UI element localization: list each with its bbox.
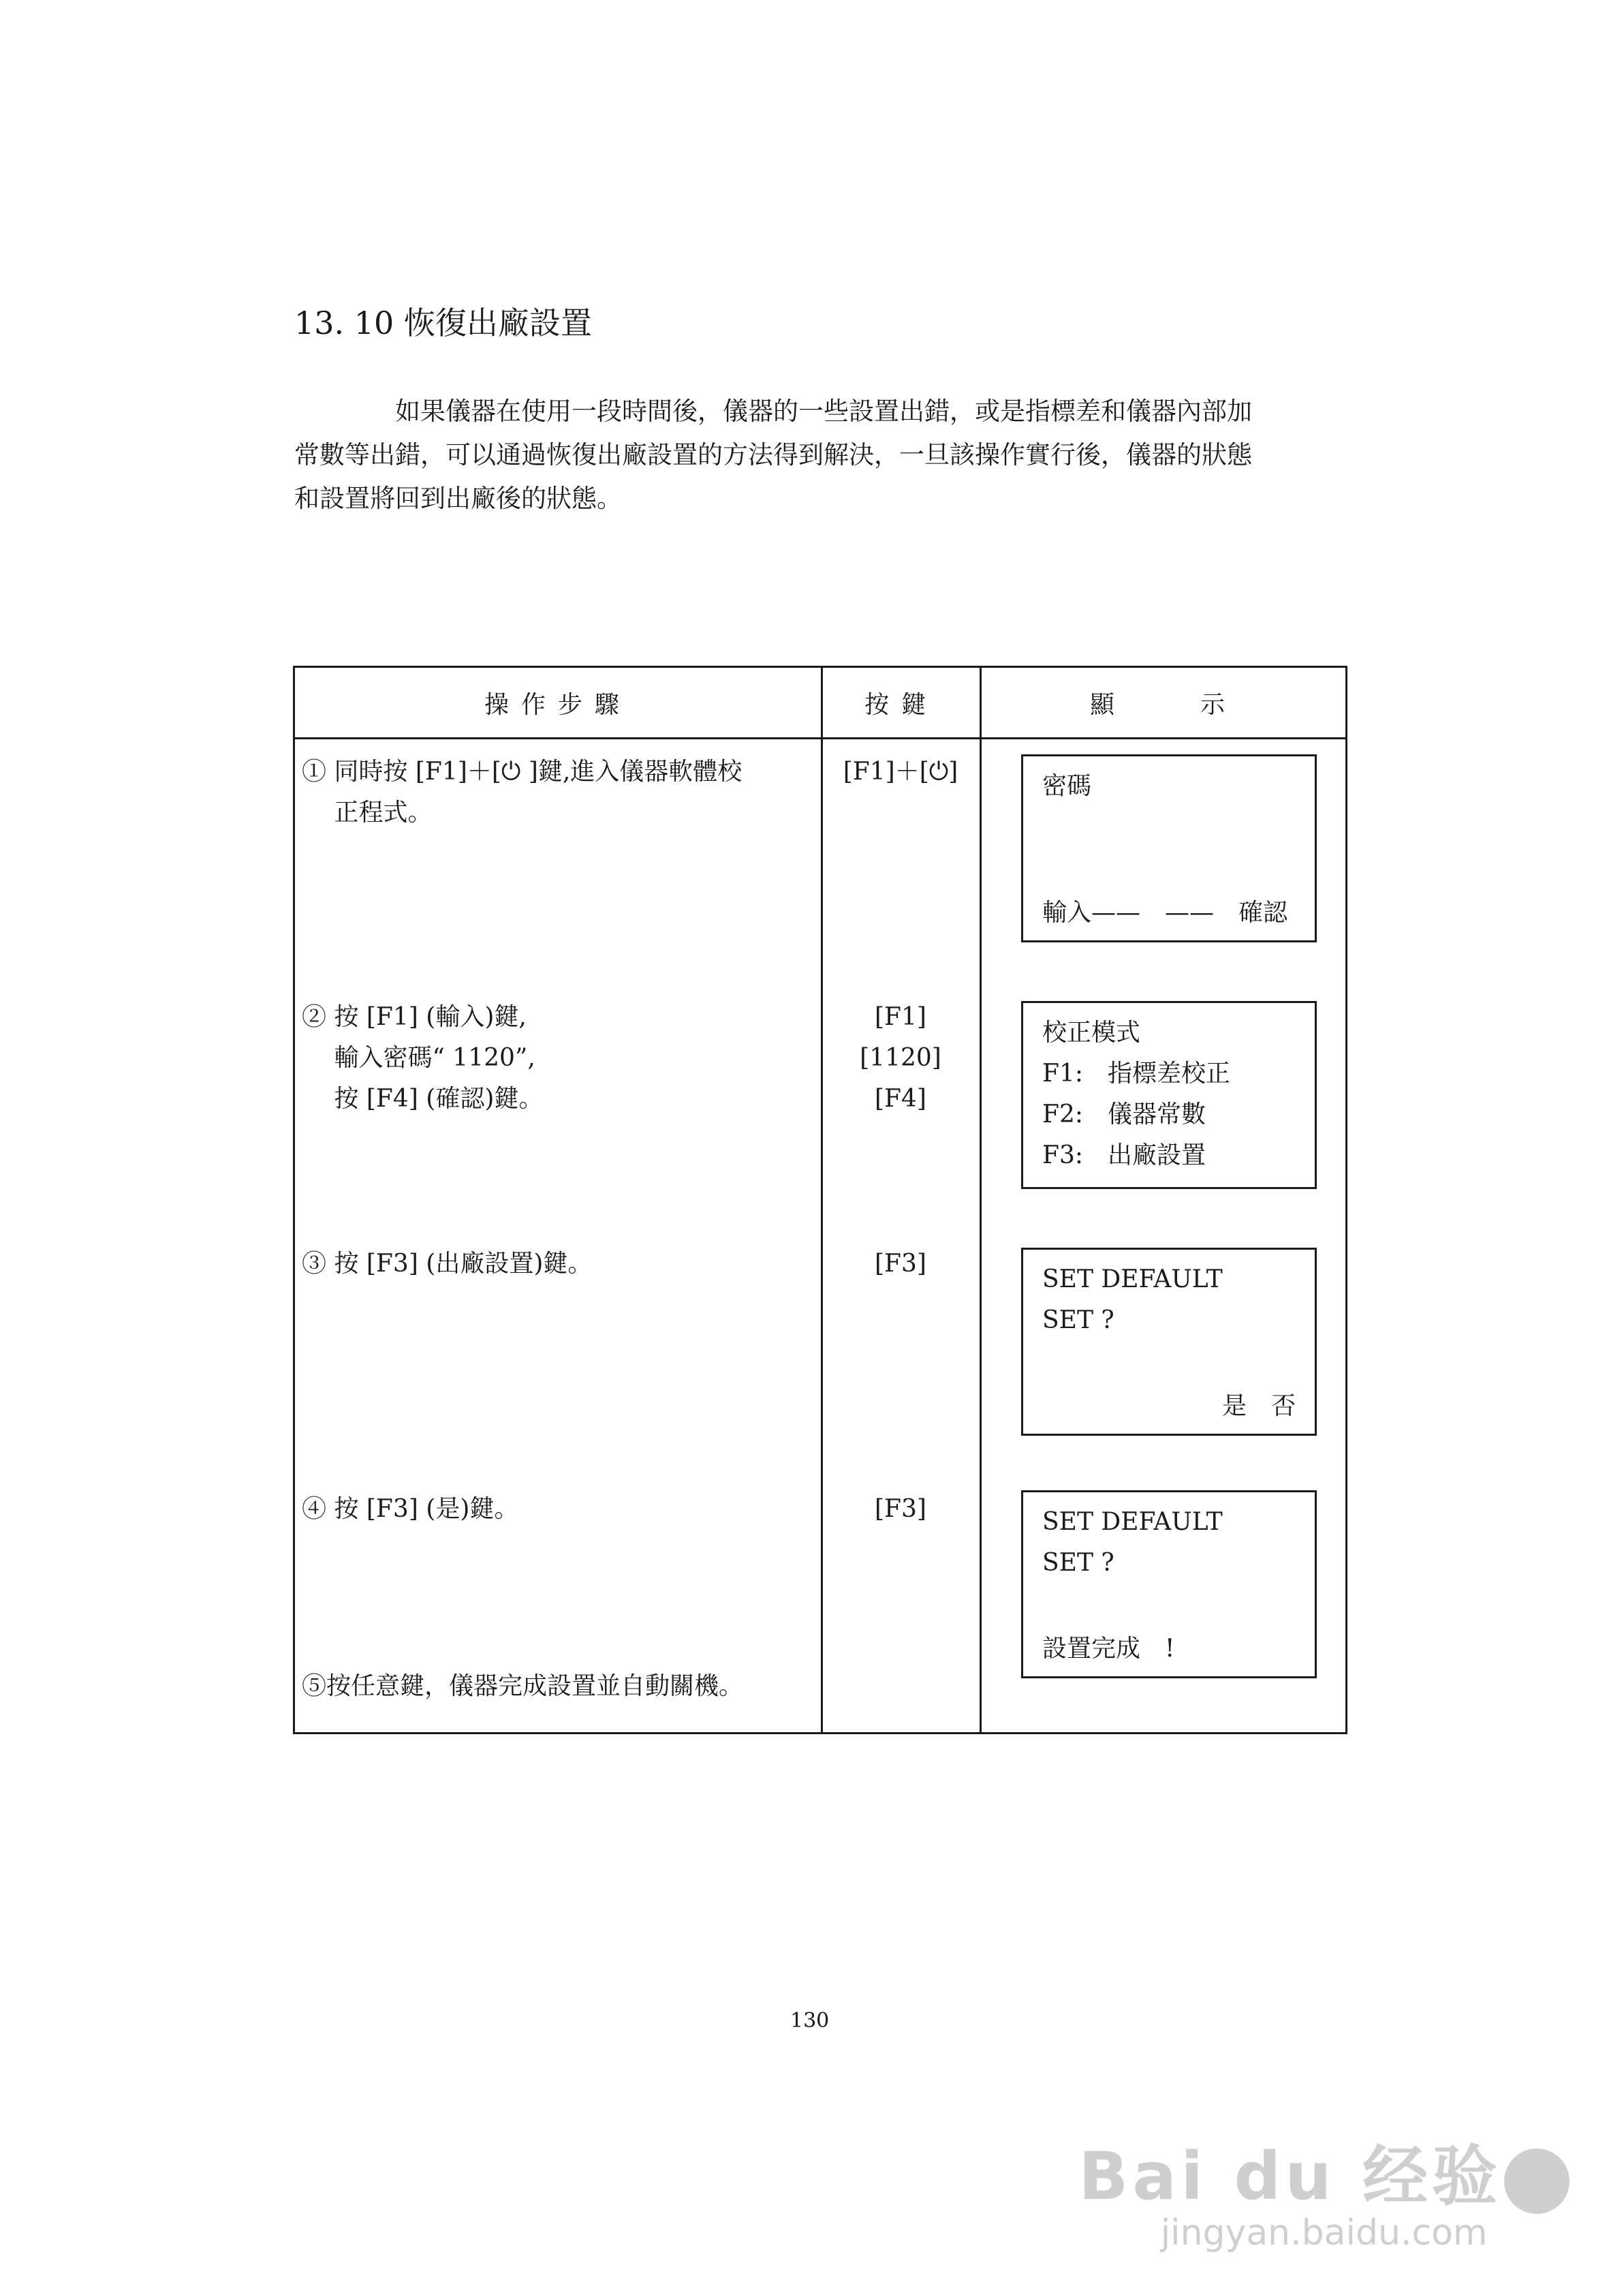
keys-column [822, 739, 981, 1734]
step-5 [302, 1666, 806, 1707]
key-label: [1120] [860, 1044, 941, 1072]
steps-column [294, 739, 822, 1734]
screen-line: 校正模式 [1042, 1019, 1141, 1047]
step-line: 輸入密碼“ 1120”, [302, 1044, 535, 1072]
watermark [1078, 2125, 1570, 2253]
intro-paragraph [294, 390, 1357, 521]
step-2 [302, 997, 806, 1120]
operation-table [293, 666, 1347, 1734]
page-number: 130 [790, 2009, 830, 2033]
header-display: 顯 示 [981, 667, 1347, 739]
key-label: [F3] [875, 1495, 926, 1523]
screen-softkeys: 輸入—— —— 確認 [1042, 899, 1288, 927]
screen-line: SET DEFAULT [1042, 1265, 1223, 1293]
keys-step-2 [823, 997, 978, 1120]
step-line: ④ 按 [F3] (是)鍵。 [302, 1495, 519, 1523]
step-4 [302, 1489, 806, 1530]
step-line: ② 按 [F1] (輸入)鍵, [302, 1003, 527, 1031]
display-screen-3 [1021, 1248, 1317, 1436]
paw-icon [1504, 2148, 1570, 2214]
section-heading: 13. 10 恢復出廠設置 [294, 305, 592, 341]
keys-step-4 [823, 1489, 978, 1530]
watermark-url: jingyan.baidu.com [1160, 2213, 1488, 2253]
keys-step-1 [823, 752, 978, 792]
display-screen-1 [1021, 754, 1317, 942]
key-label: [F3] [875, 1250, 926, 1278]
keys-step-3 [823, 1244, 978, 1284]
step-line: ⑤按任意鍵，儀器完成設置並自動關機。 [302, 1672, 744, 1700]
watermark-brand [1078, 2125, 1570, 2218]
step-3 [302, 1244, 806, 1284]
header-operation-steps: 操作步驟 [294, 667, 822, 739]
screen-line: 密碼 [1042, 772, 1092, 800]
step-1 [302, 752, 806, 833]
screen-line: SET ? [1042, 1549, 1114, 1577]
paragraph-line: 和設置將回到出廠後的狀態。 [294, 484, 622, 513]
screen-line: SET ? [1042, 1306, 1114, 1334]
paragraph-line: 常數等出錯，可以通過恢復出廠設置的方法得到解決，一旦該操作實行後，儀器的狀態 [294, 440, 1252, 469]
step-line: ① 同時按 [F1]＋[⏻ ]鍵,進入儀器軟體校 [302, 758, 743, 786]
screen-line: F2: 儀器常數 [1042, 1100, 1206, 1128]
display-column [981, 739, 1347, 1734]
screen-softkeys: 是 否 [1221, 1392, 1296, 1420]
step-line: 按 [F4] (確認)鍵。 [302, 1085, 544, 1113]
screen-line: SET DEFAULT [1042, 1508, 1223, 1536]
step-line: ③ 按 [F3] (出廠設置)鍵。 [302, 1250, 593, 1278]
screen-line: F1: 指標差校正 [1042, 1060, 1231, 1088]
key-label: [F1] [875, 1003, 926, 1031]
key-label: [F1]＋[⏻] [843, 758, 958, 786]
key-label: [F4] [875, 1085, 926, 1113]
step-line: 正程式。 [302, 799, 433, 827]
display-screen-4 [1021, 1490, 1317, 1678]
watermark-brand-text: Bai du 经验 [1078, 2138, 1501, 2215]
header-keys: 按鍵 [822, 667, 981, 739]
screen-message: 設置完成 ! [1042, 1635, 1175, 1663]
screen-line: F3: 出廠設置 [1042, 1141, 1206, 1169]
display-screen-2 [1021, 1001, 1317, 1189]
paragraph-line: 如果儀器在使用一段時間後，儀器的一些設置出錯，或是指標差和儀器內部加 [395, 397, 1252, 426]
